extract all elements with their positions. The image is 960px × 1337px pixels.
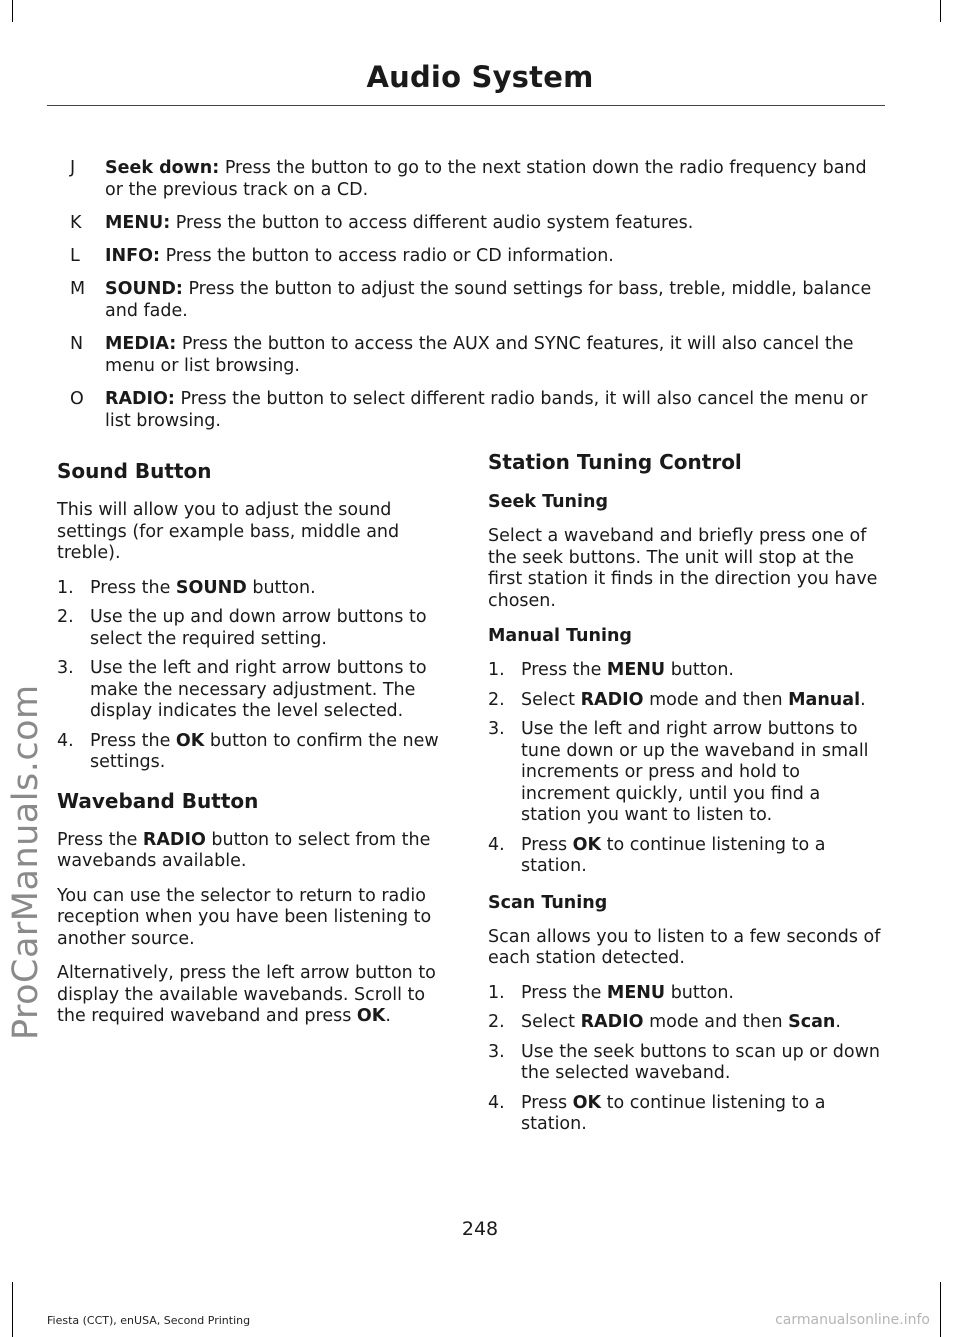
legend-desc: Press the button to access the AUX and SYNC features, it will also cancel the menu or list browsing.	[105, 334, 854, 376]
legend-desc: Press the button to adjust the sound settings for bass, treble, middle, balance and fade.	[105, 279, 872, 321]
legend-row	[70, 157, 890, 201]
sound-steps-list	[57, 578, 449, 774]
legend-key: L	[70, 246, 80, 266]
legend-key: J	[70, 158, 76, 178]
list-item: 2. Select RADIO mode and then Manual.	[488, 689, 866, 710]
station-tuning-heading: Station Tuning Control	[488, 450, 742, 474]
list-item: 3. Use the left and right arrow buttons to tune down or up the waveband in small increments or press and hold to increment quickly, until you find a station you want to listen to.	[488, 719, 869, 825]
list-item: 3. Use the seek buttons to scan up or down the selected waveband.	[488, 1041, 880, 1083]
crop-mark	[12, 1282, 13, 1337]
button-legend	[70, 157, 890, 443]
legend-desc: Press the button to access different audio system features.	[170, 213, 694, 233]
legend-term: RADIO:	[105, 389, 175, 409]
seek-tuning-text: Select a waveband and briefly press one of the seek buttons. The unit will stop at the first station it finds in the direction you have chosen.	[488, 526, 878, 611]
sound-button-heading: Sound Button	[57, 459, 212, 483]
list-item: 4. Press the OK button to confirm the new settings.	[57, 730, 439, 772]
waveband-button-heading: Waveband Button	[57, 788, 259, 813]
scan-tuning-text: Scan allows you to listen to a few seconds of each station detected.	[488, 926, 881, 968]
legend-desc: Press the button to access radio or CD information.	[160, 246, 614, 266]
legend-key: M	[70, 279, 86, 299]
sound-button-intro: This will allow you to adjust the sound settings (for example bass, middle and treble).	[57, 500, 400, 563]
legend-key: O	[70, 389, 84, 409]
footer-edition: Fiesta (CCT), enUSA, Second Printing	[47, 1314, 251, 1327]
crop-mark	[940, 0, 941, 22]
list-item: 3. Use the left and right arrow buttons to make the necessary adjustment. The display indicates the level selected.	[57, 658, 427, 721]
legend-key: K	[70, 213, 82, 233]
waveband-paragraph: Alternatively, press the left arrow button to display the available wavebands. Scroll to the required waveband and press OK.	[57, 963, 436, 1026]
scan-tuning-heading: Scan Tuning	[488, 892, 608, 913]
scan-steps-list	[488, 983, 882, 1136]
legend-term: MENU:	[105, 213, 171, 233]
watermark: ProCarManuals.com	[6, 684, 46, 1040]
legend-row	[70, 212, 890, 234]
legend-row	[70, 388, 890, 432]
page-title: Audio System	[366, 60, 594, 94]
manual-tuning-heading: Manual Tuning	[488, 626, 632, 646]
legend-desc: Press the button to select different radio bands, it will also cancel the menu or list browsing.	[105, 389, 868, 431]
list-item: 1. Press the MENU button.	[488, 660, 734, 680]
manual-steps-list	[488, 660, 882, 878]
list-item: 2. Select RADIO mode and then Scan.	[488, 1012, 841, 1032]
list-item: 4. Press OK to continue listening to a station.	[488, 1092, 826, 1134]
list-item: 1. Press the SOUND button.	[57, 577, 316, 598]
left-column	[57, 458, 449, 1041]
footer-site-watermark: carmanualsonline.info	[775, 1312, 930, 1328]
list-item: 1. Press the MENU button.	[488, 982, 734, 1003]
list-item: 4. Press OK to continue listening to a station.	[488, 834, 826, 876]
waveband-paragraph: You can use the selector to return to radio reception when you have been listening to another source.	[57, 885, 432, 949]
legend-term: SOUND:	[105, 279, 183, 299]
legend-row	[70, 245, 890, 267]
legend-row	[70, 278, 890, 322]
legend-term: MEDIA:	[105, 334, 177, 354]
list-item: 2. Use the up and down arrow buttons to select the required setting.	[57, 607, 427, 649]
legend-term: Seek down:	[105, 158, 220, 178]
seek-tuning-heading: Seek Tuning	[488, 492, 608, 512]
legend-key: N	[70, 334, 84, 354]
legend-row	[70, 333, 890, 377]
legend-term: INFO:	[105, 246, 160, 266]
header-divider	[47, 105, 885, 106]
crop-mark	[940, 1282, 941, 1337]
page-number: 248	[461, 1218, 499, 1240]
legend-desc: Press the button to go to the next station down the radio frequency band or the previous track on a CD.	[105, 158, 867, 200]
crop-mark	[12, 0, 13, 22]
right-column	[488, 449, 882, 1150]
waveband-paragraph: Press the RADIO button to select from the wavebands available.	[57, 829, 431, 871]
